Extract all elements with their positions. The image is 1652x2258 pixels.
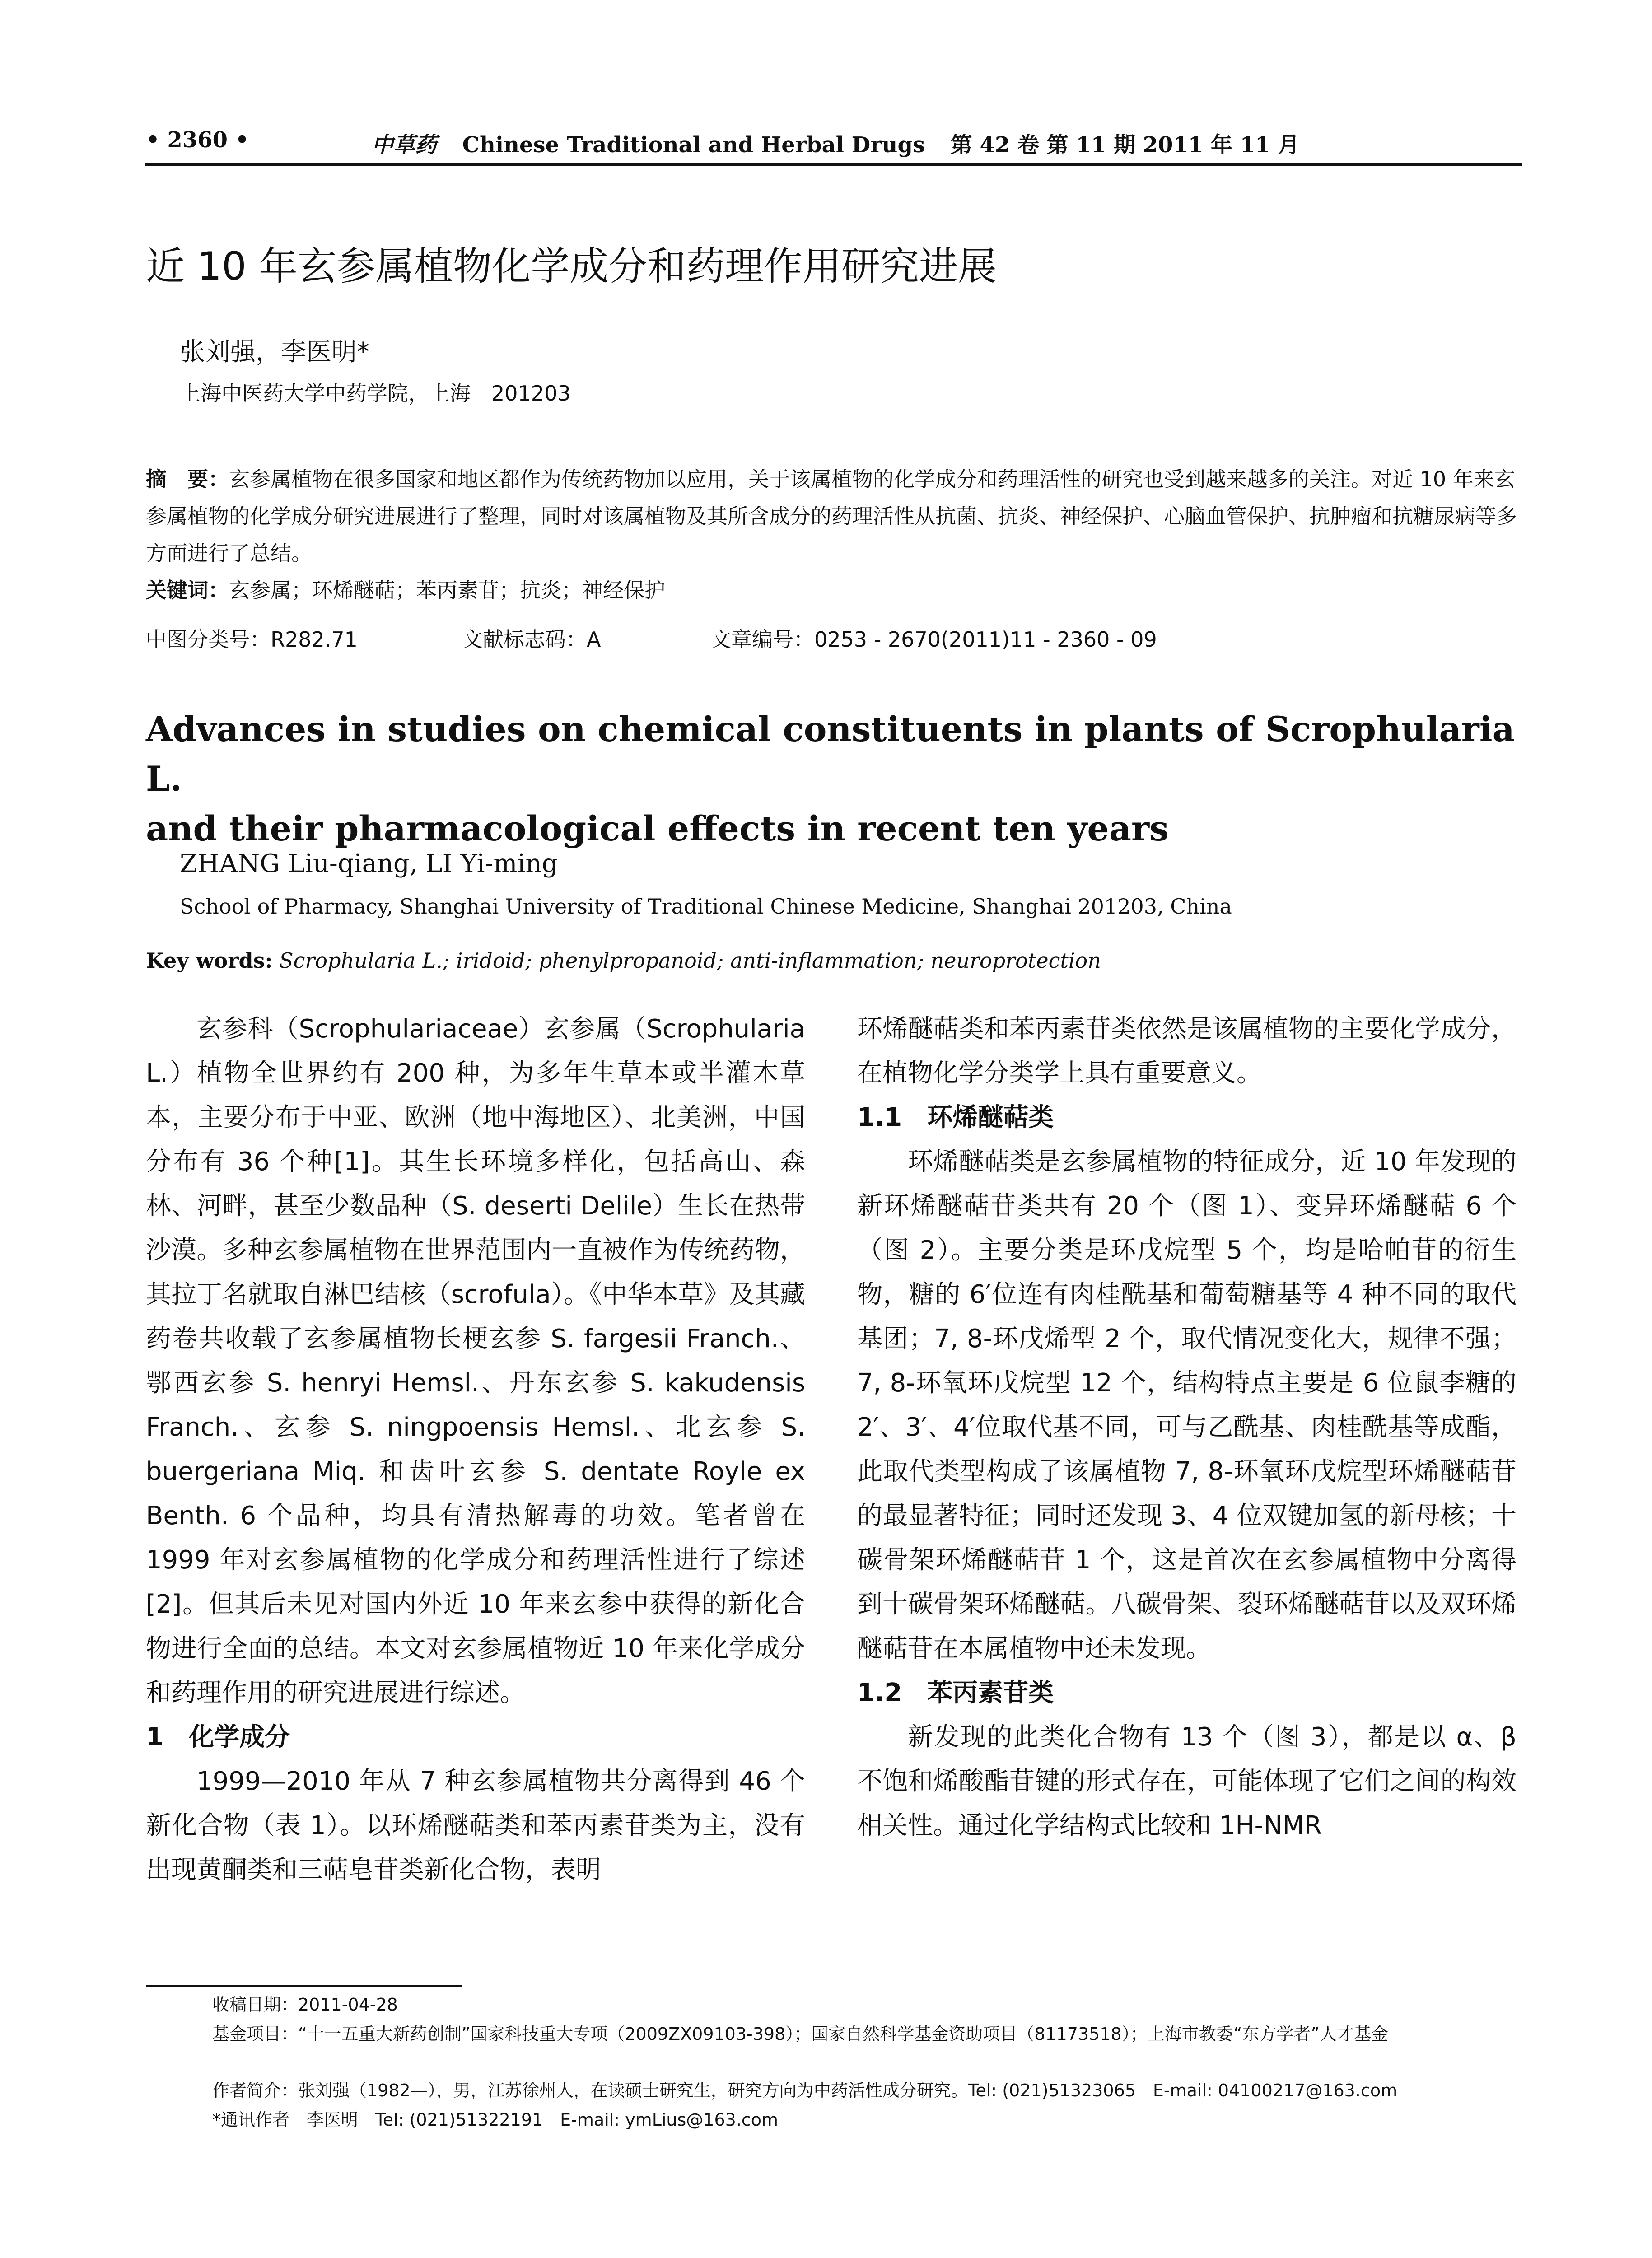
clc-number: 中图分类号：R282.71 xyxy=(146,627,358,652)
keywords-text: 玄参属；环烯醚萜；苯丙素苷；抗炎；神经保护 xyxy=(229,578,665,602)
abstract-paragraph xyxy=(146,461,1523,572)
section-1-2-heading: 1.2 苯丙素苷类 xyxy=(857,1678,1054,1707)
journal-issue: 第 42 卷 第 11 期 2011 年 11 月 xyxy=(950,132,1300,158)
section-1-1-paragraph: 环烯醚萜类是玄参属植物的特征成分，近 10 年发现的新环烯醚萜苷类共有 20 个（图 1）、变异环烯醚萜 6 个（图 2）。主要分类是环戊烷型 5 个，均是哈帕苷的衍生物，糖的 6′位连有肉桂酰基和葡萄糖基等 4 种不同的取代基团；7, 8-环戊烯型 2 个，取代情况变化大，规律不强；7, 8-环氧环戊烷型 12 个，结构特点主要是 6 位鼠李糖的 2′、3′、4′位取代基不同，可与乙酰基、肉桂酰基等成酯，此取代类型构成了该属植物 7, 8-环氧环戊烷型环烯醚萜苷的最显著特征；同时还发现 3、4 位双键加氢的新母核；十碳骨架环烯醚萜苷 1 个，这是首次在玄参属植物中分离得到十碳骨架环烯醚萜。八碳骨架、裂环烯醚萜苷以及双环烯醚萜苷在本属植物中还未发现。 xyxy=(857,1147,1517,1663)
document-code: 文献标志码：A xyxy=(462,627,601,652)
keywords-en-text: Scrophularia L.; iridoid; phenylpropanoid; anti-inflammation; neuroprotection xyxy=(279,948,1101,973)
authors-cn: 张刘强，李医明* xyxy=(180,337,369,367)
title-cn: 近 10 年玄参属植物化学成分和药理作用研究进展 xyxy=(146,244,997,289)
authors-en: ZHANG Liu-qiang, LI Yi-ming xyxy=(180,849,558,878)
title-en xyxy=(146,704,1523,854)
title-en-line-1: Advances in studies on chemical constituents in plants of Scrophularia L. xyxy=(146,709,1515,799)
body-column-right xyxy=(857,1007,1517,1848)
keywords-en xyxy=(146,948,1101,973)
journal-title-cn: 中草药 xyxy=(372,132,437,158)
header-rule xyxy=(145,163,1522,166)
section-1-heading: 1 化学成分 xyxy=(146,1722,290,1752)
continuation-paragraph: 环烯醚萜类和苯丙素苷类依然是该属植物的主要化学成分，在植物化学分类学上具有重要意义。 xyxy=(857,1014,1517,1088)
intro-paragraph: 玄参科（Scrophulariaceae）玄参属（Scrophularia L.）植物全世界约有 200 种，为多年生草本或半灌木草本，主要分布于中亚、欧洲（地中海地区）、北美洲，中国分布有 36 个种[1]。其生长环境多样化，包括高山、森林、河畔，甚至少数品种（S. deserti Delile）生长在热带沙漠。多种玄参属植物在世界范围内一直被作为传统药物，其拉丁名就取自淋巴结核（scrofula）。《中华本草》及其藏药卷共收载了玄参属植物长梗玄参 S. fargesii Franch.、鄂西玄参 S. henryi Hemsl.、丹东玄参 S. kakudensis Franch.、玄参 S. ningpoensis Hemsl.、北玄参 S. buergeriana Miq. 和齿叶玄参 S. dentate Royle ex Benth. 6 个品种，均具有清热解毒的功效。笔者曾在 1999 年对玄参属植物的化学成分和药理活性进行了综述[2]。但其后未见对国内外近 10 年来玄参中获得的新化合物进行全面的总结。本文对玄参属植物近 10 年来化学成分和药理作用的研究进展进行综述。 xyxy=(146,1014,805,1707)
article-number: 文章编号：0253 - 2670(2011)11 - 2360 - 09 xyxy=(710,627,1157,652)
keywords-en-label: Key words: xyxy=(146,948,273,973)
footnote-author-bio: 作者简介：张刘强（1982—），男，江苏徐州人，在读硕士研究生，研究方向为中药活性成分研究。Tel: (021)51323065 E-mail: 04100217@163.com xyxy=(212,2081,1398,2100)
section-1-paragraph: 1999—2010 年从 7 种玄参属植物共分离得到 46 个新化合物（表 1）。以环烯醚萜类和苯丙素苷类为主，没有出现黄酮类和三萜皂苷类新化合物，表明 xyxy=(146,1767,805,1885)
journal-title xyxy=(372,127,1299,159)
abstract-label: 摘 要： xyxy=(146,467,229,491)
page-number: • 2360 • xyxy=(146,127,249,153)
footnote-received: 收稿日期：2011-04-28 xyxy=(212,1995,398,2015)
title-en-line-2: and their pharmacological effects in recent ten years xyxy=(146,808,1169,849)
footnote-corresponding: *通讯作者 李医明 Tel: (021)51322191 E-mail: ymLius@163.com xyxy=(212,2110,779,2130)
abstract-text: 玄参属植物在很多国家和地区都作为传统药物加以应用，关于该属植物的化学成分和药理活性的研究也受到越来越多的关注。对近 10 年来玄参属植物的化学成分研究进展进行了整理，同时对该属植物及其所含成分的药理活性从抗菌、抗炎、神经保护、心脑血管保护、抗肿瘤和抗糖尿病等多方面进行了总结。 xyxy=(146,467,1517,565)
journal-title-en: Chinese Traditional and Herbal Drugs xyxy=(462,132,925,158)
running-header xyxy=(146,127,1523,159)
affiliation-cn: 上海中医药大学中药学院，上海 201203 xyxy=(180,381,571,406)
keywords-cn xyxy=(146,572,1523,609)
footnote-fund: 基金项目：“十一五重大新药创制”国家科技重大专项（2009ZX09103-398）；国家自然科学基金资助项目（81173518）；上海市教委“东方学者”人才基金 xyxy=(212,2024,1389,2044)
section-1-2-paragraph: 新发现的此类化合物有 13 个（图 3），都是以 α、β 不饱和烯酸酯苷键的形式存在，可能体现了它们之间的构效相关性。通过化学结构式比较和 1H-NMR xyxy=(857,1722,1517,1840)
footnote-rule xyxy=(146,1985,462,1987)
abstract-cn xyxy=(146,461,1523,609)
keywords-label: 关键词： xyxy=(146,578,229,602)
section-1-1-heading: 1.1 环烯醚萜类 xyxy=(857,1103,1054,1132)
body-column-left xyxy=(146,1007,805,1892)
affiliation-en: School of Pharmacy, Shanghai University of Traditional Chinese Medicine, Shanghai 201203, China xyxy=(180,894,1232,919)
